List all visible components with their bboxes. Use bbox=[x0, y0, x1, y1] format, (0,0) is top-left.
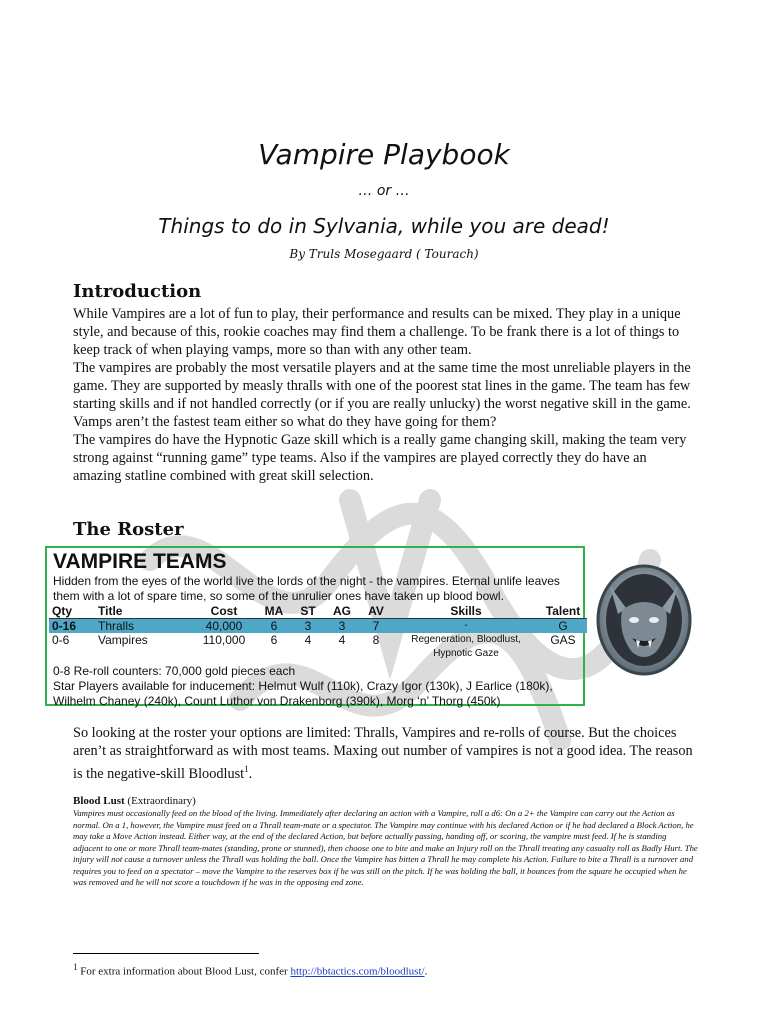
blood-lust-text: Vampires must occasionally feed on the blood of the living. Immediately after declaring an action with a Vampire, roll a d6: On a 2+ the Vampire can carry out the Action as normal. On a 1, however, the Vampire must feed on a Thrall team-mate or a spectator. The Vampire may continue with his declared Action or if he had declared a Block Action, he may take a Move Action instead. Either way, at the end of the declared Action, but before actually passing, handing off, or scoring, the vampire must feed. If he is standing adjacent to one or more Thrall team-mates (standing, prone or stunned), then choose one to bite and make an Injury roll on the Thrall treating any casualty roll as Badly Hurt. The injury will not cause a turnover unless the Thrall was holding the ball. Once the Vampire has bitten a Thrall he may complete his Action. Failure to bite a Thrall is a turnover and requires you to feed on a spectator – move the Vampire to the reserves box if he was still on the pitch. If he was holding the ball, it bounces from the square he occupied when he was removed and he will not score a touchdown if he was in the opposing end zone. bbox=[73, 808, 698, 887]
introduction-body bbox=[73, 305, 698, 485]
intro-paragraph: The vampires do have the Hypnotic Gaze skill which is a really game changing skill, making the team very strong against “running game” type teams. Also if the vampires are played correctly they do have an amazing statline combined with great skill selection. bbox=[73, 432, 687, 484]
cell-ag: 3 bbox=[325, 619, 359, 634]
star-players-text: Star Players available for inducement: Helmut Wulf (110k), Crazy Igor (130k), J Earlice (180k), Wilhelm Chaney (240k), Count Luthor von Drakenborg (390k), Morg ‘n’ Thorg (450k) bbox=[53, 679, 553, 708]
roster-table bbox=[49, 604, 587, 661]
introduction-heading: Introduction bbox=[73, 281, 202, 302]
cell-cost: 110,000 bbox=[202, 633, 246, 647]
col-cost: Cost bbox=[191, 604, 257, 619]
cell-st: 4 bbox=[304, 633, 312, 647]
cell-talent: GAS bbox=[550, 633, 576, 647]
author-byline: By Truls Mosegaard ( Tourach) bbox=[289, 247, 479, 261]
col-qty: Qty bbox=[49, 604, 95, 619]
cell-av: 8 bbox=[372, 633, 380, 647]
col-skills: Skills bbox=[393, 604, 539, 619]
footnote-text: For extra information about Blood Lust, confer bbox=[77, 965, 291, 978]
col-title: Title bbox=[95, 604, 191, 619]
cell-ag: 4 bbox=[338, 633, 346, 647]
rerolls-text: 0-8 Re-roll counters: 70,000 gold pieces each bbox=[53, 664, 296, 678]
cell-cost: 40,000 bbox=[191, 619, 257, 634]
roster-box bbox=[45, 546, 585, 706]
or-line: … or … bbox=[358, 183, 410, 199]
roster-heading: The Roster bbox=[73, 519, 184, 540]
intro-paragraph: While Vampires are a lot of fun to play, their performance and results can be mixed. They play in a unique style, and because of this, rookie coaches may find them a challenge. To be frank there is a lot of things to keep track of when playing vamps, more so than with any other team. bbox=[73, 306, 681, 358]
blood-lust-type: (Extraordinary) bbox=[127, 795, 196, 807]
cell-ma: 6 bbox=[270, 633, 278, 647]
cell-av: 7 bbox=[359, 619, 393, 634]
blood-lust-name: Blood Lust bbox=[73, 795, 125, 807]
roster-description: Hidden from the eyes of the world live the lords of the night - the vampires. Eternal unlife leaves them with a lot of spare time, so some of the unrulier ones have taken up blood bowl. bbox=[53, 574, 560, 603]
analysis-paragraph bbox=[73, 724, 698, 783]
footnote bbox=[73, 960, 427, 979]
document-subtitle: Things to do in Sylvania, while you are dead! bbox=[158, 214, 610, 238]
cell-qty: 0-16 bbox=[49, 619, 95, 634]
cell-skills: - bbox=[393, 619, 539, 634]
col-talent: Talent bbox=[539, 604, 587, 619]
col-av: AV bbox=[359, 604, 393, 619]
cell-skills: Regeneration, Bloodlust, Hypnotic Gaze bbox=[411, 634, 521, 659]
analysis-text: So looking at the roster your options are limited: Thralls, Vampires and re-rolls of course. But the choices aren’t as straightforward as with most teams. Maxing out number of vampires is not a good idea. The reason is the negative-skill Bloodlust bbox=[73, 725, 693, 782]
blood-lust-heading bbox=[73, 795, 698, 808]
footnote-reference[interactable]: 1 bbox=[244, 764, 249, 774]
document-title: Vampire Playbook bbox=[258, 138, 510, 171]
vampire-head-emblem-icon bbox=[596, 564, 692, 676]
col-ag: AG bbox=[325, 604, 359, 619]
cell-title: Vampires bbox=[98, 633, 148, 647]
footnote-number: 1 bbox=[73, 962, 78, 972]
footnote-end: . bbox=[424, 965, 428, 978]
footnote-divider bbox=[73, 953, 259, 954]
col-st: ST bbox=[291, 604, 325, 619]
cell-title: Thralls bbox=[95, 619, 191, 634]
cell-st: 3 bbox=[291, 619, 325, 634]
cell-talent: G bbox=[539, 619, 587, 634]
cell-ma: 6 bbox=[257, 619, 291, 634]
roster-box-title: VAMPIRE TEAMS bbox=[53, 550, 227, 573]
roster-header-row bbox=[49, 604, 587, 619]
table-row bbox=[49, 633, 587, 661]
intro-paragraph: The vampires are probably the most versatile players and at the same time the most unreliable players in the game. They are supported by measly thralls with one of the poorest stat lines in the game. The team has few starting skills and if not handled correctly (or if you are really unlucky) the worst negative skill in the game. Vamps aren’t the fastest team either so what do they have going for them? bbox=[73, 360, 691, 430]
blood-lust-section bbox=[73, 795, 698, 889]
table-row bbox=[49, 619, 587, 634]
cell-qty: 0-6 bbox=[52, 633, 70, 647]
footnote-link[interactable]: http://bbtactics.com/bloodlust/ bbox=[290, 965, 425, 978]
analysis-end: . bbox=[248, 765, 253, 782]
col-ma: MA bbox=[257, 604, 291, 619]
